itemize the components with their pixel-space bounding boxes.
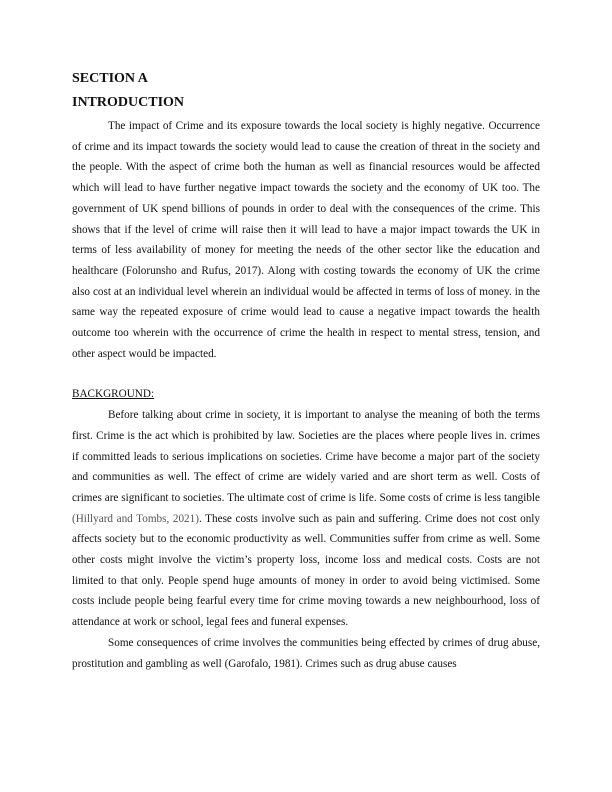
background-paragraph-2: Some consequences of crime involves the communities being effected by crimes of drug abuse, prostitution and gambling as well (Garofalo, 1981). Crimes such as drug abuse causes (72, 636, 540, 670)
citation-hillyard-tombs: (Hillyard and Tombs, 2021) (72, 512, 199, 525)
introduction-heading: INTRODUCTION (72, 95, 185, 110)
background-heading: BACKGROUND: (72, 388, 155, 401)
introduction-paragraph: The impact of Crime and its exposure towards the local society is highly negative. Occurrence of crime and its impact towards the society would lead to cause the creation of threat in the society and the people. With the aspect of crime both the human as well as financial resources would be affected which will lead to have further negative impact towards the society and the economy of UK too. The government of UK spend billions of pounds in order to deal with the consequences of the crime. This shows that if the level of crime will raise then it will lead to have a major impact towards the UK in terms of less availability of money for meeting the needs of the other sector like the education and healthcare (Folorunsho and Rufus, 2017). Along with costing towards the economy of UK the crime also cost at an individual level wherein an individual would be affected in terms of loss of money. in the same way the repeated exposure of crime would lead to cause a negative impact towards the health outcome too wherein with the occurrence of crime the health in respect to mental stress, tension, and other aspect would be impacted. (72, 120, 540, 360)
section-title: SECTION A (72, 71, 148, 86)
background-paragraph-1-text-a: Before talking about crime in society, it is important to analyse the meaning of both the terms first. Crime is the act which is prohibited by law. Societies are the places where people lives in. crimes if committed leads to serious implications on societies. Crime have become a major part of the society and communities as well. The effect of crime are widely varied and are short term as well. Costs of crimes are significant to societies. The ultimate cost of crime is life. Some costs of crime is less tangible (72, 409, 540, 504)
background-paragraph-1-text-b: . These costs involve such as pain and suffering. Crime does not cost only affects society but to the economic productivity as well. Communities suffer from crime as well. Some other costs might involve the victim’s property loss, income loss and medical costs. Costs are not limited to that only. People spend huge amounts of money in order to avoid being victimised. Some costs include people being fearful every time for crime moving towards a new neighbourhood, loss of attendance at work or school, legal fees and funeral expenses. (72, 512, 541, 629)
document-page (72, 70, 540, 674)
background-paragraph-1 (72, 405, 540, 633)
